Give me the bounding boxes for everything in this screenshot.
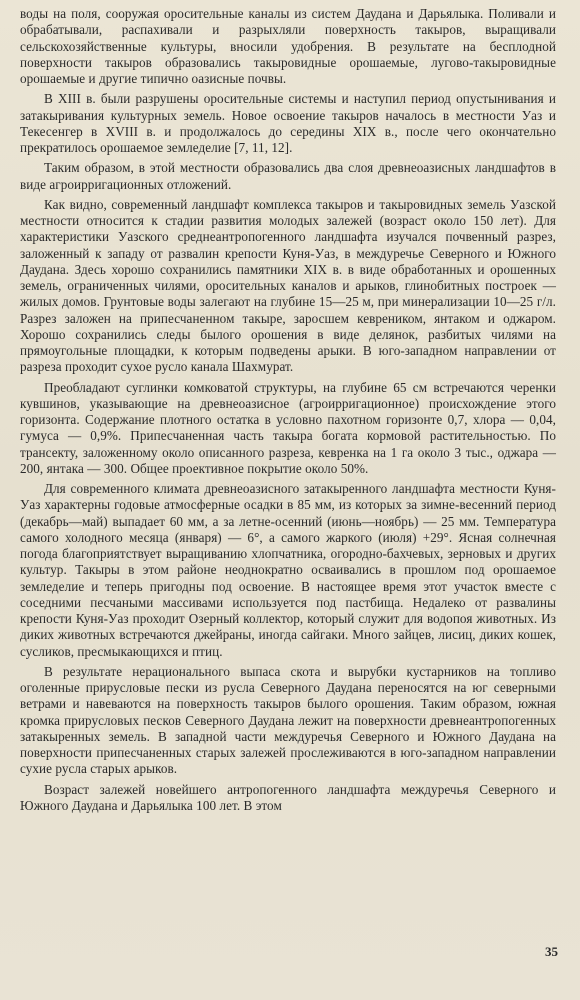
paragraph-8: Возраст залежей новейшего антропогенного ландшафта междуречья Северного и Южного Даудана и Дарьялыка 100 лет. В этом bbox=[20, 781, 556, 813]
paragraph-6: Для современного климата древнеоазисного затакыренного ландшафта местности Куня-Уаз характерны годовые атмосферные осадки в 85 мм, из которых за зимне-весенний период (декабрь—май) выпадает 60 мм, а за летне-осенний (июнь—ноябрь) — 25 мм. Температура самого холодного месяца (января) — 6°, а самого жаркого (июля) +29°. Ясная солнечная погода благоприятствует выращиванию хлопчатника, огородно-бахчевых, зерновых и других культур. Такыры в этом районе неоднократно осваивались в прошлом под орошаемое земледелие и теперь пригодны под освоение. В настоящее время этот участок вместе с соседними песчаными массивами используется под пастбища. Недалеко от развалины крепости Куня-Уаз проходит Озерный коллектор, который служит для водопоя животных. Из диких животных встречаются джейраны, иногда сайгаки. Много зайцев, лисиц, диких кошек, сусликов, пресмыкающихся и птиц. bbox=[20, 481, 556, 659]
paragraph-3: Таким образом, в этой местности образовались два слоя древнеоазисных ландшафтов в виде агроирригационных отложений. bbox=[20, 160, 556, 192]
page-number: 35 bbox=[545, 944, 558, 959]
body-text bbox=[20, 6, 556, 818]
paragraph-7: В результате нерационального выпаса скота и вырубки кустарников на топливо оголенные прирусловые пески из русла Северного Даудана переносятся на юг северными ветрами и навеваются на поверхность такыров былого орошения. Таким образом, южная кромка прирусловых песков Северного Даудана лежит на поверхности древнеантропогенных затакыренных земель. В западной части междуречья Северного и Южного Даудана на поверхности припесчаненных старых залежей прослеживаются в юго-западном направлении сухие русла старых арыков. bbox=[20, 663, 556, 777]
paragraph-2: В XIII в. были разрушены оросительные системы и наступил период опустынивания и затакыривания культурных земель. Новое освоение такыров началось в местности Уаз и Текесенгер в XVIII в. и продолжалось до середины XIX в., после чего окончательно прекратилось орошаемое земледелие [7, 11, 12]. bbox=[20, 91, 556, 155]
paragraph-5: Преобладают суглинки комковатой структуры, на глубине 65 см встречаются черенки кувшинов, указывающие на древнеоазисное (агроирригационное) происхождение этого горизонта. Содержание плотного остатка в условно пахотном горизонте 0,7, хлора — 0,04, гумуса — 0,9%. Припесчаненная часть такыра богата кормовой растительностью. По трансекту, заложенному около описанного разреза, кевренка на 1 га около 3 тыс., оджара — 200, янтака — 300. Общее проективное покрытие около 50%. bbox=[20, 379, 556, 476]
paragraph-1: воды на поля, сооружая оросительные каналы из систем Даудана и Дарьялыка. Поливали и обрабатывали, распахивали и разрыхляли поверхность такыров, выращивали сельскохозяйственные культуры, вносили удобрения. В результате на бесплодной поверхности такыров образовались такыровидные орошаемые, лугово-такыровидные орошаемые и другие типично оазисные почвы. bbox=[20, 6, 556, 86]
paragraph-4: Как видно, современный ландшафт комплекса такыров и такыровидных земель Уазской местности относится к стадии развития молодых залежей (возраст около 150 лет). Для характеристики Уазского среднеантропогенного ландшафта изучался почвенный разрез, заложенный к западу от развалин крепости Куня-Уаз, в междуречье Северного и Южного Даудана. Здесь хорошо сохранились памятники XIX в. в виде обработанных и орошенных земель, ограниченных чилями, оросительных каналов и арыков, глинобитных построек — жилых домов. Грунтовые воды залегают на глубине 15—25 м, при минерализации 10—25 г/л. Разрез заложен на припесчаненном такыре, заросшем кевреником, янтаком и оджаром. Хорошо сохранились следы былого орошения в виде делянок, разбитых чилями на прямоугольные площадки, к которым подведены арыки. В юго-западном направлении от разреза проходит сухое русло канала Шахмурат. bbox=[20, 196, 556, 375]
